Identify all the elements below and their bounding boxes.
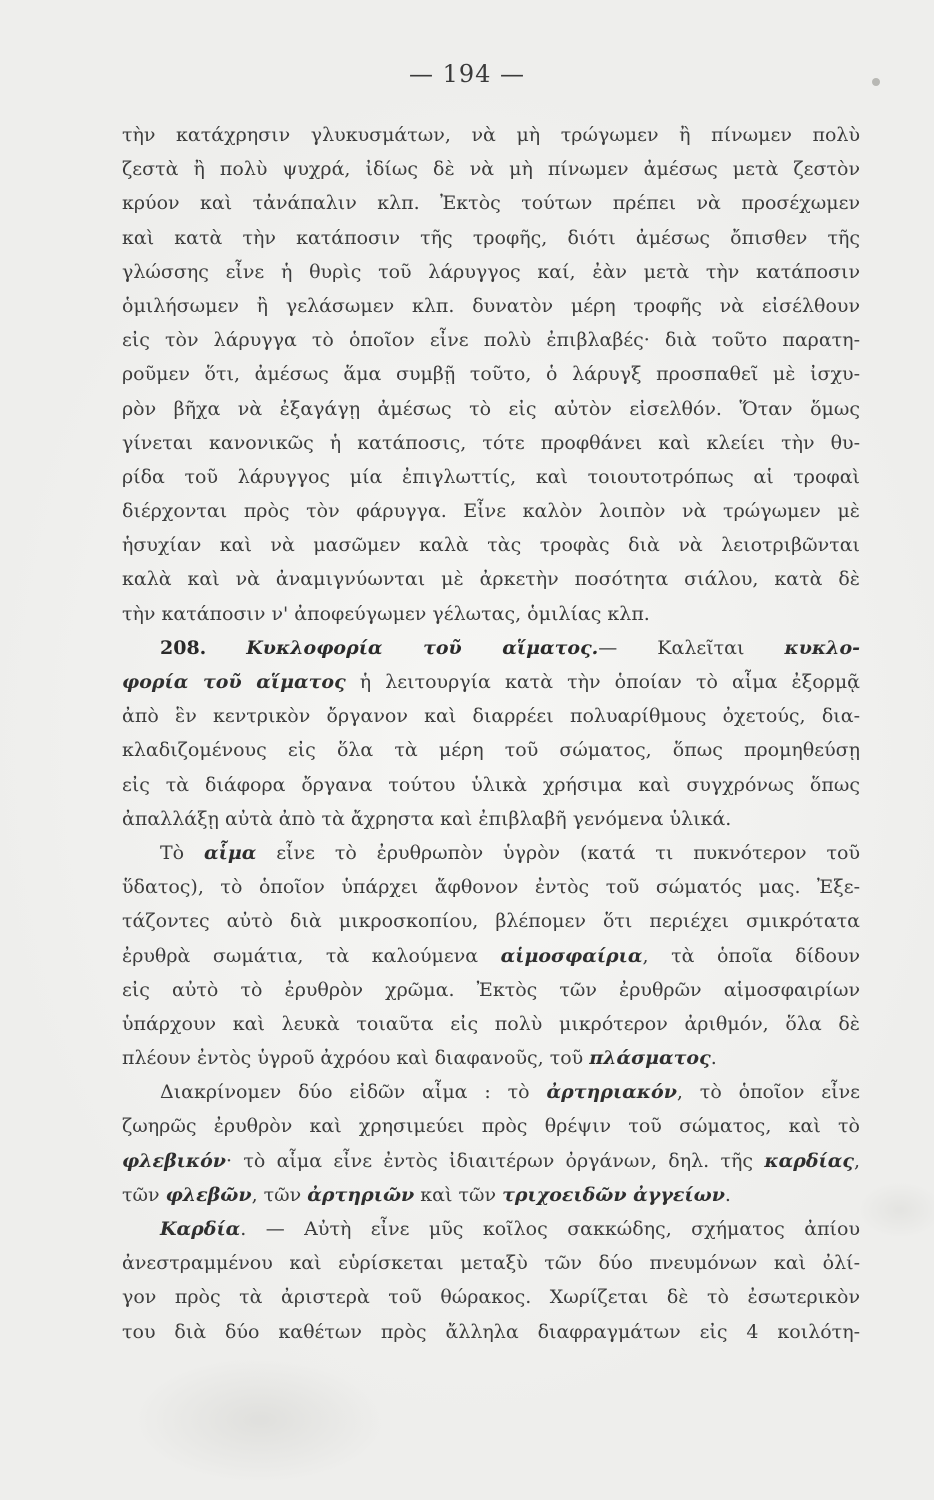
text-line: ἀνεστραμμένου καὶ εὑρίσκεται μεταξὺ τῶν δύο πνευμόνων καὶ ὀλί-: [122, 1252, 860, 1275]
text-line: γλώσσης εἶνε ἡ θυρὶς τοῦ λάρυγγος καί, ἐὰν μετὰ τὴν κατάποσιν: [122, 260, 860, 283]
term: αἱμοσφαίρια: [500, 944, 643, 967]
text-line: ρὸν βῆχα νὰ ἐξαγάγῃ ἀμέσως τὸ εἰς αὐτὸν εἰσελθόν. Ὅταν ὅμως: [122, 397, 860, 420]
text-line: [122, 1144, 860, 1178]
text-span: , τὰ ὁποῖα δίδουν: [642, 944, 860, 967]
term: φορία τοῦ αἵματος: [122, 671, 346, 693]
text-line: [122, 1075, 860, 1109]
text-line: [122, 1212, 860, 1246]
text-line: ὑπάρχουν καὶ λευκὰ τοιαῦτα εἰς πολὺ μικρότερον ἀριθμόν, ὅλα δὲ: [122, 1012, 860, 1035]
term: φλεβικόν: [122, 1149, 226, 1172]
text-line: γον πρὸς τὰ ἀριστερὰ τοῦ θώρακος. Χωρίζεται δὲ τὸ ἐσωτερικὸν: [122, 1286, 860, 1309]
text-line: ἡσυχίαν καὶ νὰ μασῶμεν καλὰ τὰς τροφὰς διὰ νὰ λειοτριβῶνται: [122, 534, 860, 557]
text-span: τῶν: [122, 1183, 166, 1206]
text-line: ὁμιλήσωμεν ἢ γελάσωμεν κλπ. δυνατὸν μέρη τροφῆς νὰ εἰσέλθουν: [122, 294, 860, 317]
text-span: · τὸ αἷμα εἶνε ἐντὸς ἰδιαιτέρων ὀργάνων, δηλ. τῆς: [225, 1149, 765, 1172]
text-line: ὕδατος), τὸ ὁποῖον ὑπάρχει ἄφθονον ἐντὸς τοῦ σώματός μας. Ἐξε-: [122, 876, 860, 899]
text-line: καὶ κατὰ τὴν κατάποσιν τῆς τροφῆς, διότι ἀμέσως ὄπισθεν τῆς: [122, 226, 860, 249]
text-line: εἰς τὰ διάφορα ὄργανα τούτου ὑλικὰ χρήσιμα καὶ συγχρόνως ὅπως: [122, 773, 860, 796]
text-line: τὴν κατάχρησιν γλυκυσμάτων, νὰ μὴ τρώγωμεν ἢ πίνωμεν πολὺ: [122, 124, 860, 146]
text-span: ἡ λειτουργία κατὰ τὴν ὁποίαν τὸ αἷμα ἐξορμᾷ: [345, 671, 860, 693]
text-line: ζεστὰ ἢ πολὺ ψυχρά, ἰδίως δὲ νὰ μὴ πίνωμεν ἀμέσως μετὰ ζεστὸν: [122, 158, 860, 181]
body-text: [122, 118, 860, 1349]
text-span: εἶνε τὸ ἐρυθρωπὸν ὑγρὸν (κατά τι πυκνότερον τοῦ: [256, 841, 860, 864]
section-title: Κυκλοφορία τοῦ αἵματος.: [246, 636, 599, 659]
term: πλάσματος: [589, 1047, 711, 1070]
text-span: πλέουν ἐντὸς ὑγροῦ ἀχρόου καὶ διαφανοῦς, τοῦ: [122, 1047, 590, 1070]
term: ἀρτηριῶν: [307, 1183, 415, 1206]
page-number: — 194 —: [408, 60, 526, 88]
text-span: ἐρυθρὰ σωμάτια, τὰ καλούμενα: [122, 944, 501, 967]
text-line: ἀπὸ ἓν κεντρικὸν ὄργανον καὶ διαρρέει πολυαρίθμους ὀχετούς, δια-: [122, 705, 860, 728]
text-span: . — Αὐτὴ εἶνε μῦς κοῖλος σακκώδης, σχήματος ἀπίου: [240, 1218, 860, 1240]
term: τριχοειδῶν ἀγγείων: [502, 1183, 725, 1206]
term: καρδίας: [764, 1149, 854, 1172]
text-line: [122, 1178, 860, 1212]
text-span: .: [724, 1183, 731, 1206]
text-line: τὴν κατάποσιν ν' ἀποφεύγωμεν γέλωτας, ὁμιλίας κλπ.: [122, 602, 650, 625]
text-span: , τὸ ὁποῖον εἶνε: [676, 1081, 860, 1104]
text-line: διέρχονται πρὸς τὸν φάρυγγα. Εἶνε καλὸν λοιπὸν νὰ τρώγωμεν μὲ: [122, 500, 860, 523]
text-line: ζωηρῶς ἐρυθρὸν καὶ χρησιμεύει πρὸς θρέψιν τοῦ σώματος, καὶ τὸ: [122, 1115, 860, 1138]
text-span: .: [710, 1047, 717, 1070]
text-line: εἰς αὐτὸ τὸ ἐρυθρὸν χρῶμα. Ἐκτὸς τῶν ἐρυθρῶν αἱμοσφαιρίων: [122, 978, 860, 1001]
text-line: κλαδιζομένους εἰς ὅλα τὰ μέρη τοῦ σώματος, ὅπως προμηθεύσῃ: [122, 739, 860, 762]
text-line: ἀπαλλάξῃ αὐτὰ ἀπὸ τὰ ἄχρηστα καὶ ἐπιβλαβῆ γενόμενα ὑλικά.: [122, 807, 732, 830]
text-line: [122, 665, 860, 699]
text-span: , τῶν: [251, 1183, 308, 1206]
text-span: ,: [853, 1149, 860, 1172]
text-line: εἰς τὸν λάρυγγα τὸ ὁποῖον εἶνε πολὺ ἐπιβλαβές· διὰ τοῦτο παρατη-: [122, 329, 860, 352]
text-line: [122, 1041, 860, 1075]
text-line: [122, 836, 860, 870]
text-line: καλὰ καὶ νὰ ἀναμιγνύωνται μὲ ἀρκετὴν ποσότητα σιάλου, κατὰ δὲ: [122, 568, 860, 591]
term: αἷμα: [204, 841, 257, 864]
text-line: τάζοντες αὐτὸ διὰ μικροσκοπίου, βλέπομεν ὅτι περιέχει σμικρότατα: [122, 910, 860, 933]
term: ἀρτηριακόν: [546, 1081, 677, 1104]
text-line: γίνεται κανονικῶς ἡ κατάποσις, τότε προφθάνει καὶ κλείει τὴν θυ-: [122, 431, 860, 454]
text-line: ρίδα τοῦ λάρυγγος μία ἐπιγλωττίς, καὶ τοιουτοτρόπως αἱ τροφαὶ: [122, 465, 860, 488]
text-span: καὶ τῶν: [414, 1183, 503, 1206]
text-span: — Καλεῖται: [598, 636, 785, 659]
text-line: κρύον καὶ τἀνάπαλιν κλπ. Ἐκτὸς τούτων πρέπει νὰ προσέχωμεν: [122, 192, 860, 215]
term: φλεβῶν: [165, 1183, 252, 1206]
text-line: [122, 939, 860, 973]
text-line: ροῦμεν ὅτι, ἀμέσως ἅμα συμβῇ τοῦτο, ὁ λάρυγξ προσπαθεῖ μὲ ἰσχυ-: [122, 363, 860, 386]
term: Καρδία: [160, 1218, 241, 1240]
text-line: του διὰ δύο καθέτων πρὸς ἄλληλα διαφραγμάτων εἰς 4 κοιλότη-: [122, 1320, 860, 1343]
section-number: 208.: [160, 636, 207, 659]
term: κυκλο-: [784, 636, 860, 659]
section-heading-line: [122, 631, 860, 665]
text-span: Τὸ: [160, 841, 205, 864]
text-span: Διακρίνομεν δύο εἰδῶν αἷμα : τὸ: [160, 1081, 547, 1104]
